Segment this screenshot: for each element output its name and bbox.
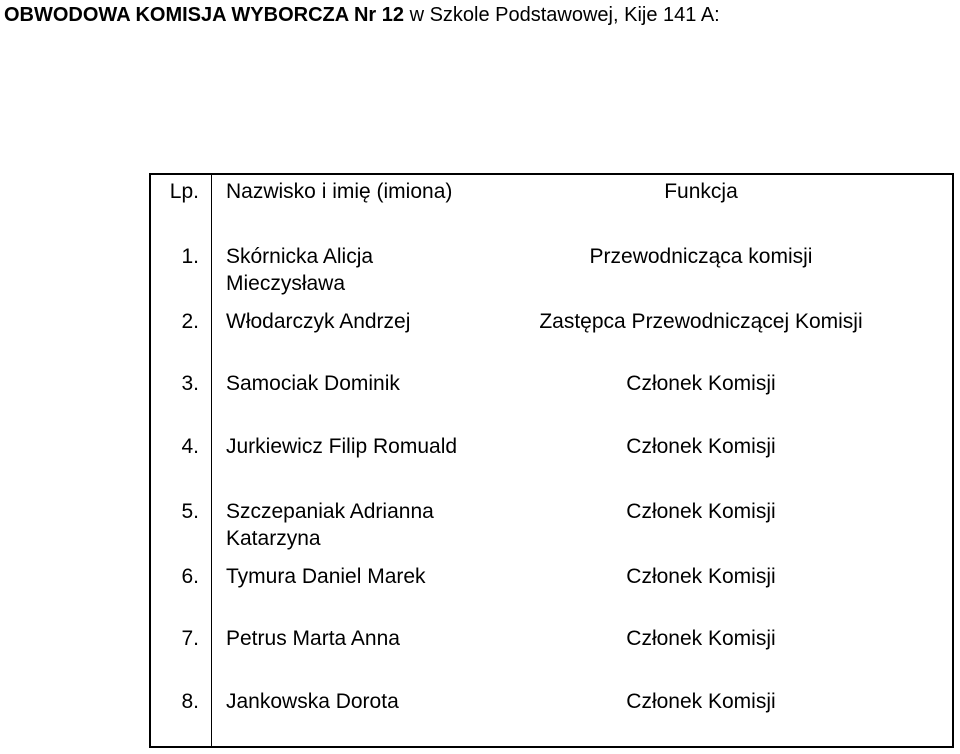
row-lp: 8. xyxy=(181,690,199,713)
column-divider xyxy=(211,175,212,746)
row-name: Jurkiewicz Filip Romuald xyxy=(226,435,458,458)
header-lp: Lp. xyxy=(169,180,199,203)
row-name: Samociak Dominik xyxy=(226,372,400,395)
commission-title: OBWODOWA KOMISJA WYBORCZA Nr 12 xyxy=(4,4,405,26)
row-function: Członek Komisji xyxy=(626,372,776,395)
row-name: Tymura Daniel Marek xyxy=(226,565,426,588)
row-lp: 7. xyxy=(181,627,199,650)
row-function: Członek Komisji xyxy=(626,565,776,588)
row-lp: 5. xyxy=(181,500,199,523)
row-lp: 4. xyxy=(181,435,199,458)
row-function: Członek Komisji xyxy=(626,435,776,458)
header-name: Nazwisko i imię (imiona) xyxy=(226,180,453,203)
name-line-1: Skórnicka Alicja xyxy=(226,245,374,268)
row-function: Przewodnicząca komisji xyxy=(589,245,813,268)
members-table xyxy=(149,173,954,748)
row-lp: 1. xyxy=(181,245,199,268)
row-name: Petrus Marta Anna xyxy=(226,627,400,650)
name-line-2: Katarzyna xyxy=(226,527,321,550)
row-function: Członek Komisji xyxy=(626,500,776,523)
row-function: Członek Komisji xyxy=(626,690,776,713)
row-name: Włodarczyk Andrzej xyxy=(226,310,411,333)
header-function: Funkcja xyxy=(664,180,738,203)
row-name: Jankowska Dorota xyxy=(226,690,399,713)
row-function: Członek Komisji xyxy=(626,627,776,650)
commission-location: w Szkole Podstawowej, Kije 141 A: xyxy=(404,4,720,26)
row-lp: 6. xyxy=(181,565,199,588)
page-title xyxy=(4,2,720,28)
row-function: Zastępca Przewodniczącej Komisji xyxy=(539,310,863,333)
row-lp: 2. xyxy=(181,310,199,333)
name-line-2: Mieczysława xyxy=(226,272,346,295)
row-lp: 3. xyxy=(181,372,199,395)
name-line-1: Szczepaniak Adrianna xyxy=(226,500,434,523)
